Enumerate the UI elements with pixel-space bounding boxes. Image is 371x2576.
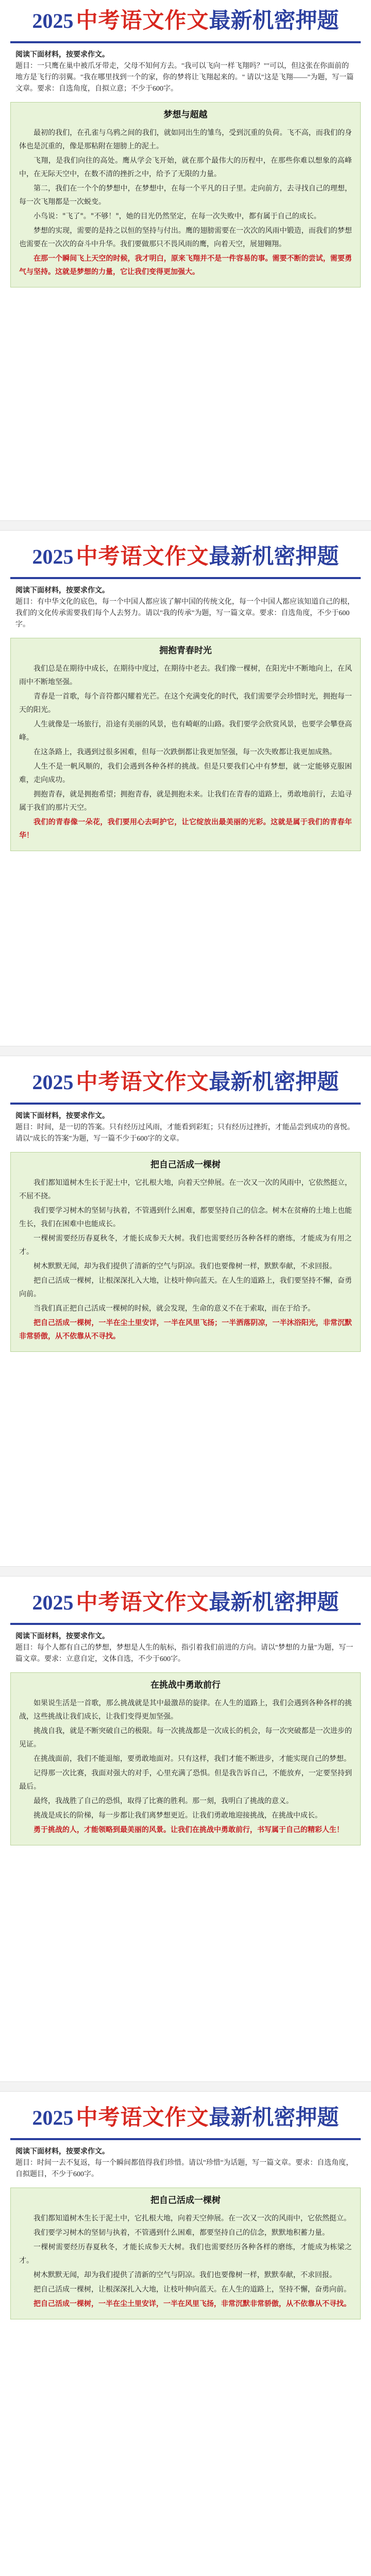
banner-title-main: 中考语文作文 xyxy=(76,1589,209,1615)
essay-title: 在挑战中勇敢前行 xyxy=(150,1680,221,1690)
prompt-body: 题目：每个人都有自己的梦想，梦想是人生的航标，指引着我们前进的方向。请以"梦想的力量"为题，写一篇文章。要求：立意自定，文体自选，不少于600字。 xyxy=(15,1644,353,1663)
essay-paragraph: 飞翔，是我们向往的高处。鹰从学会飞开始，就在那个最伟大的历程中，在那些你难以想象的高峰中，在无际天空中，在数不清的挫折之中，给予了无限的力量。 xyxy=(19,157,352,178)
essay-paragraph: 最终，我战胜了自己的恐惧，取得了比赛的胜利。那一刻，我明白了挑战的意义。 xyxy=(33,1797,293,1805)
prompt-body: 题目：一只鹰在巢中被爪牙带走，父母不知何方去。"我可以飞向一样飞翔吗？""可以，但这张在你面前的地方是飞行的羽翼。"我在哪里找到一个的家，你的梦将让飞翔起来的。" 请以"这是飞翔——"为题，写一篇文章。要求：自选角度，自拟立意；不少于600字。 xyxy=(15,62,354,93)
essay-paragraph: 挑战是成长的阶梯，每一步都让我们离梦想更近。让我们勇敢地迎接挑战，在挑战中成长。 xyxy=(33,1811,322,1820)
prompt-body: 题目：有中华文化的底色，每一个中国人都应该了解中国的传统文化，每一个中国人都应该知道自己的根，我们的文化传承需要我们每个人去努力。请以"我的传承"为题，写一篇文章。要求：自选角度，不少于600字。 xyxy=(15,598,355,629)
essay-paragraph: 如果说生活是一首歌，那么挑战就是其中最激昂的旋律。在人生的道路上，我们会遇到各种各样的挑战，这些挑战让我们成长，让我们变得更加坚强。 xyxy=(19,1699,352,1721)
banner xyxy=(10,536,361,577)
essay-paragraph: 人生就像是一场旅行，沿途有美丽的风景，也有崎岖的山路。我们要学会欣赏风景，也要学会攀登高峰。 xyxy=(19,720,352,742)
essay-paragraph: 一棵树需要经历春夏秋冬，才能长成参天大树。我们也需要经历各种各样的磨练，才能成为有用之才。 xyxy=(19,1234,352,1256)
prompt xyxy=(10,46,361,98)
section-4 xyxy=(10,1582,361,1845)
section-divider xyxy=(0,2081,371,2092)
essay-paragraph: 把自己活成一棵树，让根深深扎入大地，让枝叶伸向蓝天。在人生的道路上，我们要坚持不懈，奋勇向前。 xyxy=(19,1277,352,1298)
essay-paragraph: 我们都知道树木生长于泥土中，它扎根大地，向着天空伸展。在一次又一次的风雨中，它依然挺立，不屈不挠。 xyxy=(19,1179,352,1200)
section-2 xyxy=(10,536,361,851)
essay-paragraph: 一棵树需要经历春夏秋冬，才能长成参天大树。我们也需要经历各种各样的磨练，才能成为栋梁之才。 xyxy=(19,2243,352,2265)
essay-highlight: 把自己活成一棵树，一半在尘土里安详，一半在风里飞扬；一半洒落阴凉，一半沐浴阳光，非常沉默非常骄傲，从不依靠从不寻找。 xyxy=(19,1319,352,1341)
essay-box xyxy=(10,2188,361,2319)
banner-year: 2025 xyxy=(32,2106,74,2129)
prompt xyxy=(10,2143,361,2183)
essay-box xyxy=(10,1152,361,1352)
essay-paragraph: 树木默默无闻，却为我们提供了清新的空气与阴凉。我们也要像树一样，默默奉献，不求回报。 xyxy=(33,1262,336,1270)
essay-paragraph: 我们要学习树木的坚韧与执着，不管遇到什么困难，都要坚持自己的信念。树木在贫瘠的土地上也能生长，我们在困难中也能成长。 xyxy=(19,1207,352,1228)
banner-year: 2025 xyxy=(32,9,74,32)
section-3 xyxy=(10,1061,361,1352)
prompt xyxy=(10,582,361,634)
essay-paragraph: 第二，我们在一个个的梦想中，在梦想中，在每一个平凡的日子里。走向前方，去寻找自己的理想，每一次飞翔都是一次蜕变。 xyxy=(19,184,352,206)
banner-title-sub: 最新机密押题 xyxy=(209,2105,339,2130)
essay-highlight: 我们的青春像一朵花，我们要用心去呵护它，让它绽放出最美丽的光彩。这就是属于我们的青春年华！ xyxy=(19,818,352,840)
essay-box xyxy=(10,102,361,287)
banner-rule xyxy=(10,1623,361,1625)
section-divider xyxy=(0,520,371,531)
essay-paragraph: 记得那一次比赛，我面对强大的对手，心里充满了恐惧。但是我告诉自己，不能放弃，一定要坚持到最后。 xyxy=(19,1769,352,1791)
prompt-body: 题目：时间，是一切的答案。只有经历过风雨，才能看到彩虹；只有经历过挫折，才能品尝到成功的喜悦。请以"成长的答案"为题，写一篇不少于600字的文章。 xyxy=(15,1124,355,1143)
essay-box xyxy=(10,638,361,851)
banner-title-sub: 最新机密押题 xyxy=(209,1069,339,1094)
section-1 xyxy=(10,0,361,287)
essay-title: 把自己活成一棵树 xyxy=(150,2195,221,2206)
essay-paragraph: 把自己活成一棵树，让根深深扎入大地，让枝叶伸向蓝天。在人生的道路上，坚持不懈，奋勇向前。 xyxy=(33,2285,351,2294)
essay-highlight: 在那一个瞬间飞上天空的时候，我才明白，原来飞翔并不是一件容易的事。需要不断的尝试，需要勇气与坚持。这就是梦想的力量，它让我们变得更加强大。 xyxy=(19,255,352,276)
banner xyxy=(10,1061,361,1103)
section-divider xyxy=(0,1566,371,1577)
banner xyxy=(10,2097,361,2138)
banner-rule xyxy=(10,41,361,43)
essay-title: 把自己活成一棵树 xyxy=(150,1160,221,1170)
essay-paragraph: 最初的我们，在孔雀与乌鸦之间的我们，就如同出生的雏鸟，受到沉重的负荷。飞不高，而我们的身体也是沉重的，像是那粘附在翅膀上的泥土。 xyxy=(19,129,352,150)
prompt xyxy=(10,1628,361,1668)
banner-title-sub: 最新机密押题 xyxy=(209,544,339,569)
essay-paragraph: 人生不是一帆风顺的，我们会遇到各种各样的挑战。但是只要我们心中有梦想，就一定能够克服困难，走向成功。 xyxy=(19,762,352,784)
banner-title-main: 中考语文作文 xyxy=(76,8,209,33)
banner-title-sub: 最新机密押题 xyxy=(209,1589,339,1615)
banner-title-sub: 最新机密押题 xyxy=(209,8,339,33)
section-5 xyxy=(10,2097,361,2319)
banner xyxy=(10,0,361,41)
banner-title-main: 中考语文作文 xyxy=(76,1069,209,1094)
essay-paragraph: 挑战自我，就是不断突破自己的极限。每一次挑战都是一次成长的机会，每一次突破都是一次进步的见证。 xyxy=(19,1727,352,1749)
banner-rule xyxy=(10,1103,361,1105)
essay-paragraph: 当我们真正把自己活成一棵树的时候，就会发现，生命的意义不在于索取，而在于给予。 xyxy=(33,1304,315,1313)
essay-paragraph: 我们总是在期待中成长，在期待中度过，在期待中老去。我们像一棵树，在阳光中不断地向上，在风雨中不断地坚强。 xyxy=(19,665,352,686)
essay-paragraph: 在挑战面前，我们不能退缩，要勇敢地面对。只有这样，我们才能不断进步，才能实现自己的梦想。 xyxy=(33,1755,351,1763)
banner-rule xyxy=(10,2138,361,2140)
essay-paragraph: 青春是一首歌，每个音符都闪耀着光芒。在这个充满变化的时代，我们需要学会珍惜时光，拥抱每一天的阳光。 xyxy=(19,692,352,714)
essay-paragraph: 梦想的实现，需要的是持之以恒的坚持与付出。鹰的翅膀需要在一次次的风雨中锻造，而我们的梦想也需要在一次次的奋斗中升华。我们要做那只不畏风雨的鹰，向着天空，展翅翱翔。 xyxy=(19,227,352,248)
essay-paragraph: 小鸟说："飞了"。"不够！"，她的目光仍然坚定，在每一次失败中，都有属于自己的成长。 xyxy=(33,212,321,221)
essay-title: 拥抱青春时光 xyxy=(159,646,212,656)
banner-year: 2025 xyxy=(32,545,74,568)
essay-box xyxy=(10,1672,361,1845)
essay-highlight: 勇于挑战的人，才能领略到最美丽的风景。让我们在挑战中勇敢前行，书写属于自己的精彩人生！ xyxy=(33,1826,344,1834)
prompt-body: 题目：时间一去不复返，每一个瞬间都值得我们珍惜。请以"珍惜"为话题，写一篇文章。要求：自选角度，自拟题目，不少于600字。 xyxy=(15,2159,353,2178)
section-divider xyxy=(0,1046,371,1056)
essay-paragraph: 在这条路上，我遇到过很多困难，但每一次跌倒都让我更加坚强，每一次失败都让我更加成熟。 xyxy=(33,748,336,756)
banner-year: 2025 xyxy=(32,1071,74,1094)
banner-rule xyxy=(10,577,361,579)
essay-paragraph: 我们都知道树木生长于泥土中，它扎根大地，向着天空伸展。在一次又一次的风雨中，它依然挺立。 xyxy=(33,2214,351,2223)
prompt-lead: 阅读下面材料，按要求作文。 xyxy=(15,1112,109,1120)
prompt xyxy=(10,1108,361,1148)
essay-paragraph: 我们要学习树木的坚韧与执着，不管遇到什么困难，都要坚持自己的信念，默默地积蓄力量。 xyxy=(33,2229,329,2237)
prompt-lead: 阅读下面材料，按要求作文。 xyxy=(15,587,109,595)
prompt-lead: 阅读下面材料，按要求作文。 xyxy=(15,2148,109,2156)
essay-paragraph: 拥抱青春，就是拥抱希望；拥抱青春，就是拥抱未来。让我们在青春的道路上，勇敢地前行，去追寻属于我们的那片天空。 xyxy=(19,790,352,812)
banner-year: 2025 xyxy=(32,1591,74,1614)
prompt-lead: 阅读下面材料，按要求作文。 xyxy=(15,1633,109,1640)
banner xyxy=(10,1582,361,1623)
essay-highlight: 把自己活成一棵树，一半在尘土里安详，一半在风里飞扬，非常沉默非常骄傲，从不依靠从不寻找。 xyxy=(33,2300,351,2308)
banner-title-main: 中考语文作文 xyxy=(76,2105,209,2130)
essay-title: 梦想与超越 xyxy=(163,110,208,120)
banner-title-main: 中考语文作文 xyxy=(76,544,209,569)
prompt-lead: 阅读下面材料，按要求作文。 xyxy=(15,51,109,59)
essay-paragraph: 树木默默无闻，却为我们提供了清新的空气与阴凉。我们也要像树一样，默默奉献，不求回报。 xyxy=(33,2271,336,2279)
